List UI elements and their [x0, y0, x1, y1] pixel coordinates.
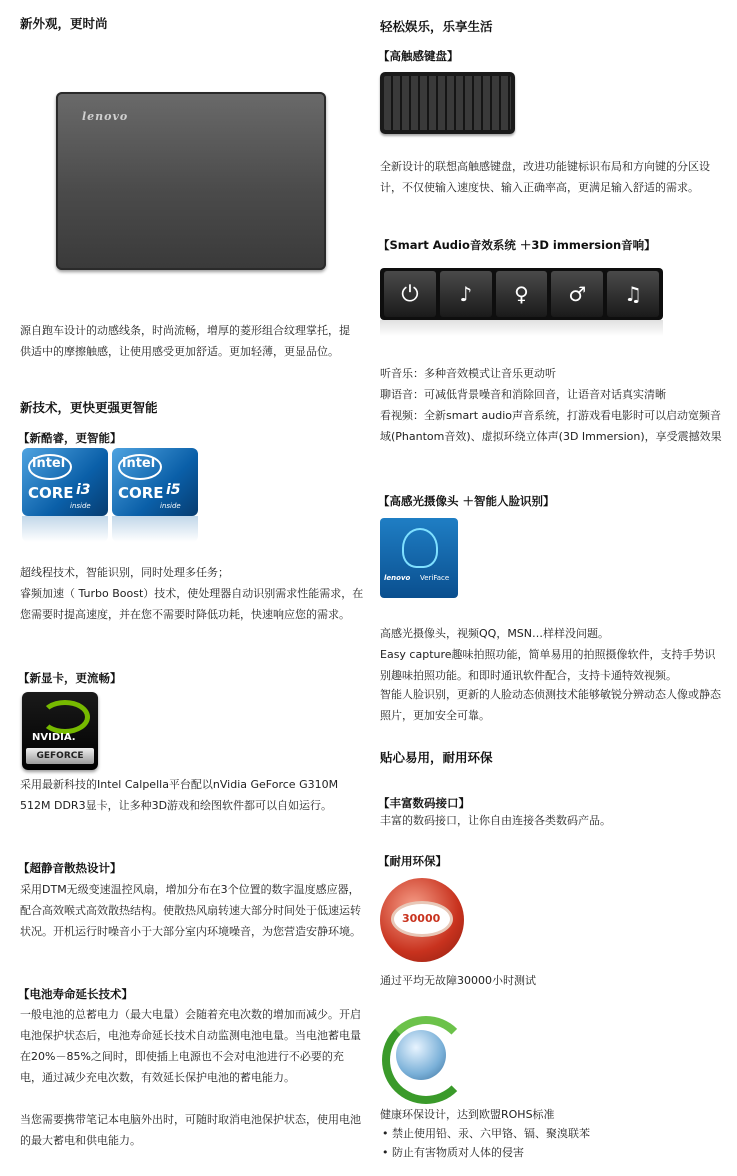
nvidia-geforce-badge [22, 692, 98, 770]
singer-icon: ♀ [496, 271, 548, 317]
section-title-appearance: 新外观，更时尚 [20, 16, 108, 31]
veriface-lenovo-text: lenovo [384, 574, 411, 582]
badge-number: 30000 [402, 912, 441, 925]
camera-description-3: 智能人脸识别，更新的人脸动态侦测技术能够敏锐分辨动态人像或静态照片，更加安全可靠。 [380, 688, 721, 722]
eco-item-2: • 防止有害物质对人体的侵害 [382, 1142, 727, 1163]
core-text: CORE [118, 484, 164, 502]
ports-description: 丰富的数码接口，让你自由连接各类数码产品。 [380, 814, 611, 827]
appearance-description: 源自跑车设计的动感线条，时尚流畅，增厚的菱形组合纹理掌托，提供适中的摩擦触感，让使用感受更加舒适。更加轻薄，更显品位。 [20, 324, 350, 358]
i3-text: i3 [76, 482, 91, 498]
battery-description-1: 一般电池的总蓄电力（最大电量）会随着充电次数的增加而减少。开启电池保护状态后，电池寿命延长技术自动监测电池电量。当电池蓄电量在20%－85%之间时，即使插上电源也不会对电池进行不必要的充电，通过减少充电次数，有效延长保护电池的蓄电能力。 [20, 1008, 361, 1084]
keyboard-title: 【高触感键盘】 [378, 49, 459, 63]
keyboard-image [380, 72, 515, 134]
camera-title: 【高感光摄像头 ＋智能人脸识别】 [378, 494, 555, 508]
battery-title: 【电池寿命延长技术】 [18, 987, 133, 1001]
laptop-lid-image [56, 92, 326, 270]
audio-description-2: 聊语音：可减低背景噪音和消除回音，让语音对话真实清晰 [380, 388, 666, 401]
camera-description-1: 高感光摄像头，视频QQ，MSN…样样没问题。 [380, 627, 610, 640]
nvidia-text: NVIDIA. [32, 732, 76, 743]
lenovo-logo: lenovo [82, 110, 129, 123]
durability-badge [380, 878, 464, 962]
cooling-title: 【超静音散热设计】 [18, 861, 122, 875]
camera-description-2: Easy capture趣味拍照功能，简单易用的拍照摄像软件，支持手势识别趣味拍照功能。和即时通讯软件配合，支持卡通特效视频。 [380, 648, 716, 682]
core-text: CORE [28, 484, 74, 502]
eco-item-1: • 禁止使用铅、汞、六甲铬、镉、聚溴联苯 [382, 1123, 727, 1144]
cooling-description: 采用DTM无级变速温控风扇，增加分布在3个位置的数字温度感应器，配合高效喉式高效散热结构。使散热风扇转速大部分时间处于低速运转状况。开机运行时噪音小于大部分室内环境噪音，为您营造安静环境。 [20, 883, 361, 938]
violinist-icon: ♫ [607, 271, 659, 317]
nvidia-eye-icon [40, 700, 90, 734]
intel-logo-text: intel [32, 456, 66, 471]
section-title-entertainment: 轻松娱乐，乐享生活 [380, 19, 493, 34]
audio-title: 【Smart Audio音效系统 ＋3D immersion音响】 [378, 238, 656, 252]
cpu-title: 【新酷睿，更智能】 [18, 431, 122, 445]
intel-i3-reflection [22, 516, 108, 542]
keyboard-description: 全新设计的联想高触感键盘，改进功能键标识布局和方向键的分区设计，不仅使输入速度快、输入正确率高，更满足输入舒适的需求。 [380, 160, 710, 194]
veriface-image [380, 518, 458, 598]
section-title-technology: 新技术，更快更强更智能 [20, 400, 158, 415]
audio-description-3: 看视频：全新smart audio声音系统，打游戏看电影时可以启动宽频音域(Phantom音效)、虚拟环绕立体声(3D Immersion)，享受震撼效果 [380, 409, 722, 443]
intel-i5-reflection [112, 516, 198, 542]
i5-text: i5 [166, 482, 181, 498]
gpu-description: 采用最新科技的Intel Calpella平台配以nVidia GeForce G310M 512M DDR3显卡，让多种3D游戏和绘图软件都可以自如运行。 [20, 778, 339, 812]
geforce-text: GEFORCE [26, 748, 94, 764]
intel-core-i5-badge [112, 448, 198, 516]
durable-description: 通过平均无故障30000小时测试 [380, 974, 536, 987]
battery-description-2: 当您需要携带笔记本电脑外出时，可随时取消电池保护状态，使用电池的最大蓄电和供电能力。 [20, 1113, 361, 1147]
audio-strip-reflection [380, 320, 663, 336]
audio-modes-strip [380, 268, 663, 320]
face-lock-icon [402, 528, 438, 568]
inside-text: inside [160, 502, 181, 510]
guitarist-icon: ♂ [551, 271, 603, 317]
veriface-text: VeriFace [420, 574, 450, 582]
intel-logo-text: intel [122, 456, 156, 471]
audio-description-1: 听音乐：多种音效模式让音乐更动听 [380, 367, 556, 380]
eco-description: 健康环保设计，达到欧盟ROHS标准 [380, 1108, 555, 1121]
durable-title: 【耐用环保】 [378, 854, 447, 868]
cpu-description-2: 睿频加速（ Turbo Boost）技术，使处理器自动识别需求性能需求，在您需要时提高速度，并在您不需要时降低功耗，快速响应您的需求。 [20, 587, 364, 621]
recycle-globe-icon [380, 1014, 462, 1096]
ports-title: 【丰富数码接口】 [378, 796, 470, 810]
cpu-description-1: 超线程技术，智能识别，同时处理多任务； [20, 566, 229, 579]
power-icon: ⏻ [384, 271, 436, 317]
inside-text: inside [70, 502, 91, 510]
intel-core-i3-badge [22, 448, 108, 516]
saxophone-icon: ♪ [440, 271, 492, 317]
gpu-title: 【新显卡，更流畅】 [18, 671, 122, 685]
section-title-usability: 贴心易用，耐用环保 [380, 750, 493, 765]
